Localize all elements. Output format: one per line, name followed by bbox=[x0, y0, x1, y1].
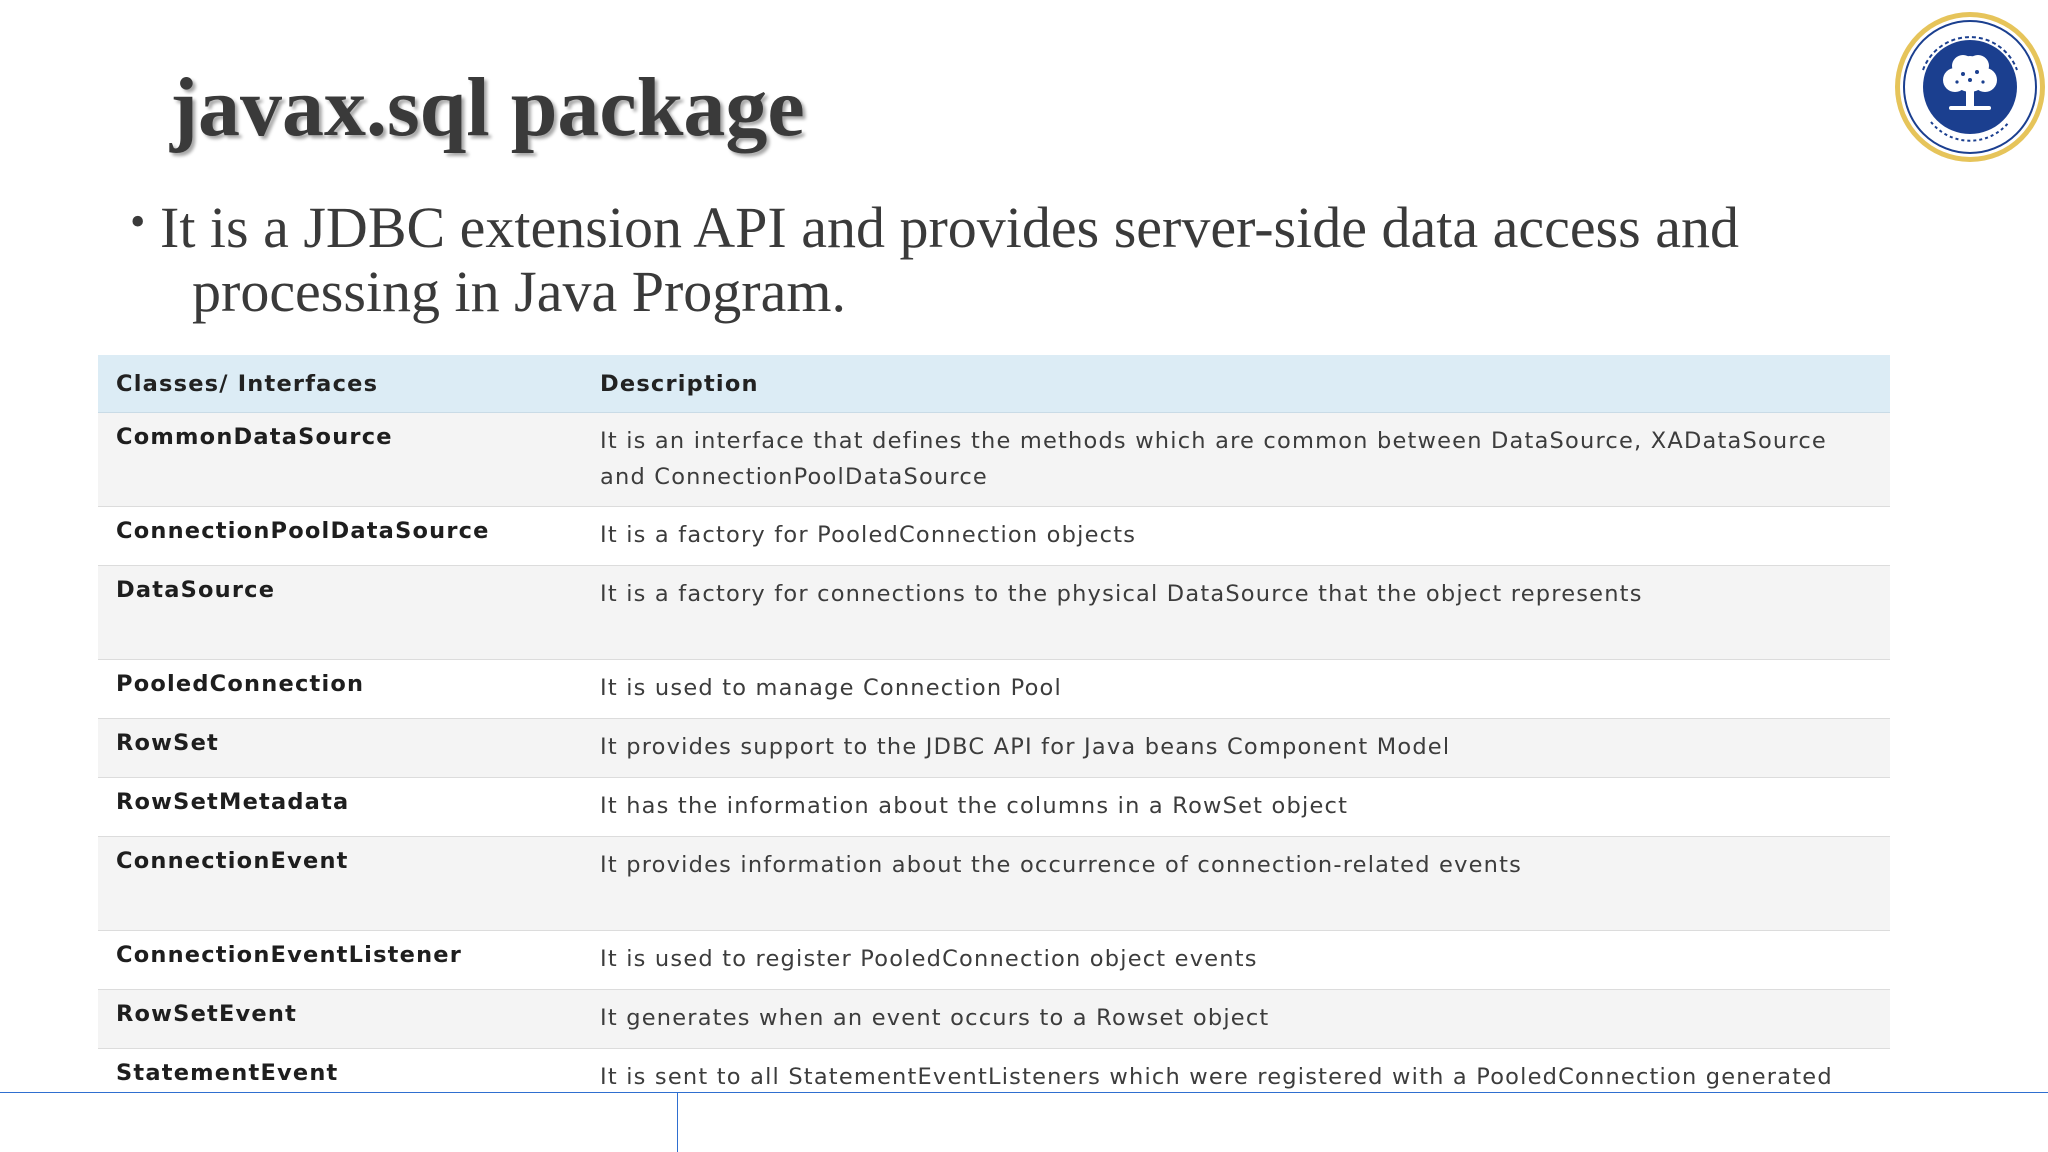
description-cell: It is used to register PooledConnection object events bbox=[600, 946, 1258, 972]
description-cell: It generates when an event occurs to a Rowset object bbox=[600, 1005, 1270, 1031]
bullet-point bbox=[130, 196, 1850, 324]
table-row bbox=[98, 719, 1890, 778]
class-name-cell: RowSet bbox=[116, 730, 219, 756]
table-row bbox=[98, 931, 1890, 990]
table-row bbox=[98, 837, 1890, 931]
table-row bbox=[98, 1049, 1890, 1146]
description-cell: It is an interface that defines the methods which are common between DataSource, XADataSource and ConnectionPoolDataSource bbox=[600, 428, 1827, 490]
class-name-cell: PooledConnection bbox=[116, 671, 365, 697]
description-cell: It provides information about the occurrence of connection-related events bbox=[600, 852, 1523, 878]
description-cell: It provides support to the JDBC API for Java beans Component Model bbox=[600, 734, 1451, 760]
column-header-description: Description bbox=[600, 370, 759, 397]
description-cell: It is a factory for connections to the physical DataSource that the object represents bbox=[600, 581, 1643, 607]
class-name-cell: DataSource bbox=[116, 577, 276, 603]
bullet-text-line-1: It is a JDBC extension API and provides server-side data access and bbox=[160, 195, 1739, 260]
table-row bbox=[98, 660, 1890, 719]
table-header-row bbox=[98, 355, 1890, 413]
institute-logo-icon bbox=[1893, 10, 2047, 164]
table-row bbox=[98, 778, 1890, 837]
slide-title: javax.sql package bbox=[170, 61, 805, 154]
table-row bbox=[98, 990, 1890, 1049]
description-cell: It is a factory for PooledConnection objects bbox=[600, 522, 1137, 548]
class-name-cell: ConnectionPoolDataSource bbox=[116, 518, 490, 544]
description-cell: It is used to manage Connection Pool bbox=[600, 675, 1062, 701]
classes-interfaces-table bbox=[98, 355, 1890, 1146]
column-header-classes: Classes/ Interfaces bbox=[116, 370, 379, 397]
table-row bbox=[98, 413, 1890, 507]
class-name-cell: ConnectionEvent bbox=[116, 848, 349, 874]
class-name-cell: CommonDataSource bbox=[116, 424, 393, 450]
class-name-cell: RowSetMetadata bbox=[116, 789, 350, 815]
description-cell: It is sent to all StatementEventListeners which were registered with a PooledConnection generated bbox=[600, 1064, 1833, 1090]
table-row bbox=[98, 566, 1890, 660]
class-name-cell: RowSetEvent bbox=[116, 1001, 298, 1027]
table-row bbox=[98, 507, 1890, 566]
selection-divider-line bbox=[677, 1092, 678, 1152]
description-cell: It has the information about the columns in a RowSet object bbox=[600, 793, 1349, 819]
class-name-cell: ConnectionEventListener bbox=[116, 942, 463, 968]
bullet-text-line-2: processing in Java Program. bbox=[192, 259, 846, 324]
bullet-icon: • bbox=[130, 197, 146, 246]
class-name-cell: StatementEvent bbox=[116, 1060, 339, 1086]
